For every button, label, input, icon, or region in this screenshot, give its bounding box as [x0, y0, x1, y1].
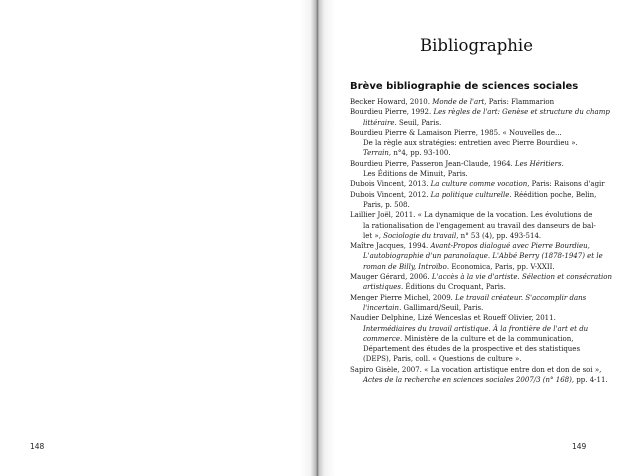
- entry-title-text: commerce: [363, 334, 400, 343]
- entry-line: [350, 159, 600, 169]
- entry-line: [350, 190, 600, 200]
- entry-line: [350, 251, 603, 261]
- entry-title-text: littéraire: [363, 118, 395, 127]
- entry-text: , n°4, pp. 93-100.: [388, 149, 451, 158]
- bibliography-entry: [350, 179, 605, 189]
- entry-text: Menger Pierre Michel, 2009.: [350, 293, 456, 302]
- entry-title-text: Les Héritiers: [515, 159, 562, 168]
- entry-text: Becker Howard, 2010.: [350, 98, 433, 106]
- entry-title-text: Sociologie du travail: [383, 231, 457, 240]
- entry-title-text: l'incertain: [363, 303, 400, 312]
- entry-line: [350, 148, 600, 158]
- bibliography-entry: [350, 190, 600, 211]
- entry-line: [350, 272, 612, 282]
- entry-line: [350, 221, 600, 231]
- entry-text: Dubois Vincent, 2013.: [350, 180, 431, 189]
- bibliography-entry: [350, 365, 608, 386]
- bibliography-list: [350, 97, 612, 385]
- entry-text: , Paris: Raisons d'agir: [527, 180, 605, 189]
- entry-text: , Paris: Flammarion: [484, 98, 555, 106]
- entry-text: (DEPS), Paris, coll. « Questions de culture ».: [363, 355, 522, 364]
- entry-line: [350, 128, 600, 138]
- entry-text: . Réédition poche, Belin,: [509, 190, 597, 199]
- left-page: [0, 0, 316, 476]
- entry-line: [350, 334, 600, 344]
- entry-text: let »,: [363, 231, 384, 240]
- entry-line: [350, 179, 605, 189]
- entry-text: la rationalisation de l'engagement au travail des danseurs de bal-: [363, 221, 596, 230]
- entry-line: [350, 231, 600, 241]
- entry-text: , pp. 4-11.: [571, 376, 608, 385]
- bibliography-entry: [350, 293, 600, 314]
- entry-title-text: La culture comme vocation: [430, 180, 528, 189]
- entry-text: , n° 53 (4), pp. 493-514.: [456, 231, 542, 240]
- book-gutter: [300, 0, 335, 476]
- entry-text: . Economica, Paris, pp. V-XXII.: [446, 262, 555, 271]
- entry-title-text: La politique culturelle: [430, 190, 510, 199]
- entry-line: [350, 97, 600, 107]
- entry-line: [350, 241, 600, 251]
- entry-text: Maître Jacques, 1994.: [350, 242, 431, 251]
- entry-text: Les Éditions de Minuit, Paris.: [363, 170, 468, 179]
- entry-text: Laillier Joël, 2011. « La dynamique de la vocation. Les évolutions de: [350, 211, 593, 220]
- entry-title-text: Monde de l'art: [432, 98, 485, 106]
- entry-text: .: [561, 159, 564, 168]
- entry-line: [350, 262, 600, 272]
- entry-text: Paris, p. 508.: [363, 200, 410, 209]
- entry-line: [350, 282, 600, 292]
- right-page-number: 149: [572, 442, 587, 451]
- bibliography-entry: [350, 272, 612, 293]
- entry-line: [350, 293, 600, 303]
- entry-title-text: artistiques: [363, 283, 401, 292]
- entry-text: . Gallimard/Seuil, Paris.: [399, 303, 484, 312]
- left-page-number: 148: [30, 442, 45, 451]
- entry-title-text: Intermédiaires du travail artistique. À la frontière de l'art et du: [363, 324, 589, 333]
- bibliography-entry: [350, 97, 600, 107]
- entry-text: Naudier Delphine, Lizé Wenceslas et Roueff Olivier, 2011.: [350, 314, 556, 323]
- entry-line: [350, 303, 600, 313]
- entry-line: [350, 344, 600, 354]
- bibliography-entry: [350, 159, 600, 180]
- entry-text: Bourdieu Pierre, 1992.: [350, 108, 434, 117]
- entry-line: [350, 324, 600, 334]
- entry-line: [350, 169, 600, 179]
- chapter-title: Bibliographie: [420, 36, 533, 55]
- entry-text: Bourdieu Pierre & Lamaison Pierre, 1985. « Nouvelles de...: [350, 128, 562, 137]
- entry-title-text: L'accès à la vie d'artiste. Sélection et consécration: [431, 273, 612, 282]
- entry-title-text: Avant-Propos dialogué avec Pierre Bourdieu,: [430, 242, 590, 251]
- entry-title-text: Les règles de l'art: Genèse et structure du champ: [433, 108, 610, 117]
- entry-text: Bourdieu Pierre, Passeron Jean-Claude, 1964.: [350, 159, 515, 168]
- bibliography-entry: [350, 107, 610, 128]
- entry-line: [350, 365, 600, 375]
- entry-title-text: Le travail créateur. S'accomplir dans: [455, 293, 587, 302]
- bibliography-entry: [350, 210, 600, 241]
- entry-line: [350, 200, 600, 210]
- entry-line: [350, 354, 600, 364]
- section-title: Brève bibliographie de sciences sociales: [350, 81, 579, 92]
- entry-text: . Éditions du Croquant, Paris.: [400, 283, 506, 292]
- entry-text: De la règle aux stratégies: entretien avec Pierre Bourdieu ».: [363, 139, 578, 148]
- entry-line: [350, 107, 610, 117]
- entry-line: [350, 313, 600, 323]
- entry-text: . Seuil, Paris.: [394, 118, 442, 127]
- entry-line: [350, 118, 600, 128]
- entry-title-text: L'autobiographie d'un paranoïaque. L'Abbé Berry (1878-1947) et le: [363, 252, 603, 261]
- entry-line: [350, 210, 600, 220]
- entry-title-text: Actes de la recherche en sciences sociales 2007/3 (n° 168): [363, 376, 572, 385]
- bibliography-entry: [350, 241, 603, 272]
- entry-text: Dubois Vincent, 2012.: [350, 190, 431, 199]
- entry-text: Sapiro Gisèle, 2007. « La vocation artistique entre don et don de soi »,: [350, 365, 602, 374]
- bibliography-entry: [350, 128, 600, 159]
- entry-line: [350, 138, 600, 148]
- entry-text: Département des études de la prospective et des statistiques: [363, 345, 581, 354]
- entry-title-text: Terrain: [363, 149, 389, 158]
- entry-title-text: roman de Billy, Introïbo: [363, 262, 447, 271]
- entry-text: . Ministère de la culture et de la communication,: [399, 334, 574, 343]
- bibliography-entry: [350, 313, 600, 364]
- entry-text: Mauger Gérard, 2006.: [350, 273, 432, 282]
- entry-line: [350, 375, 608, 385]
